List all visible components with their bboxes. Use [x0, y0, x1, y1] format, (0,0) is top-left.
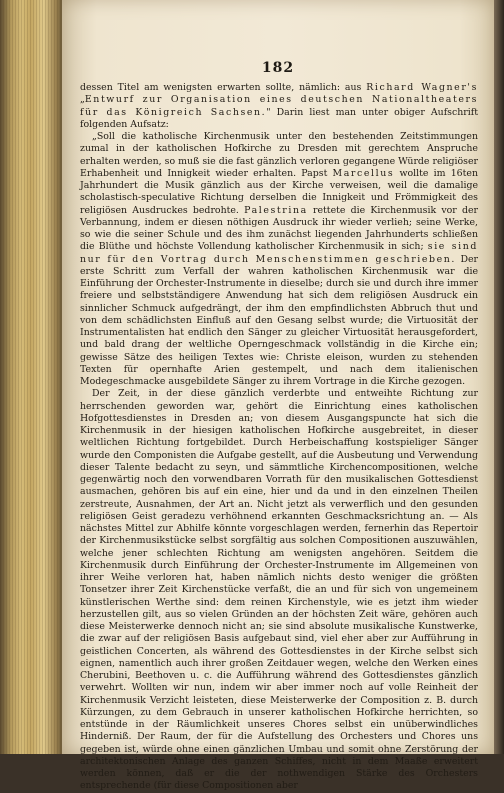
text-segment: „	[80, 94, 85, 106]
paragraph	[80, 82, 478, 131]
page-number: 182	[261, 60, 295, 76]
emphasized-text: Entwurf zur Organisation eines deutschen Nationaltheaters für das Königreich Sachsen.	[80, 94, 478, 118]
text-segment: „Soll die katholische Kirchenmusik unter den bestehenden Zeitstimmungen zumal in der katholischen Hofkirche zu Dresden mit gerechtem Anspruche erhalten werden, so muß sie die fast gänzlich verloren gegangene Würde religiöser Erhabenheit und Innigkeit wieder erhalten. Papst	[80, 131, 478, 179]
paragraph	[80, 388, 478, 792]
emphasized-text: Marcellus	[332, 167, 395, 179]
book-page-edges	[0, 0, 62, 754]
text-segment: rettete die Kirchenmusik vor der Verbannung, indem er diesen nöthigen Ausdruck ihr wieder verlieh; seine Werke, so wie die seiner Schule und des ihm zunächst liegenden Jahrhunderts schließen die Blüthe und höchste Vollendung katholischer Kirchenmusik in sich;	[80, 204, 478, 253]
text-segment: " Darin liest man unter obiger Aufschrift folgenden Aufsatz:	[80, 106, 478, 130]
page-body-text	[80, 82, 478, 793]
emphasized-text: Richard Wagner's	[366, 82, 478, 93]
text-segment: wollte im 16ten Jahrhundert die Musik gänzlich aus der Kirche verweisen, weil die damalige scholastisch-speculative Richtung derselben die Innigkeit und Frömmigkeit des religiösen Ausdruckes bedrohte.	[80, 167, 478, 216]
text-segment: dessen Titel am wenigsten erwarten sollte, nämlich: aus	[80, 82, 367, 93]
book-page	[62, 0, 494, 792]
paragraph	[80, 131, 478, 388]
emphasized-text: Palestrina	[244, 204, 308, 216]
text-segment: Der Zeit, in der diese gänzlich verderbte und entweihte Richtung zur herrschenden geworden war, gehört die Einrichtung eines katholischen Hofgottesdienstes in Dresden an; von diesem Ausgangspuncte hat sich die Kirchenmusik in der hiesigen katholischen Hofkirche ausgebreitet, in dieser weltlichen Richtung fortgebildet. Durch Herbeischaffung kostspieliger Sänger wurde den Componisten die Aufgabe gestellt, auf die Ausbeutung und Verwendung dieser Talente bedacht zu seyn, und sämmtliche Kirchencompositionen, welche gegenwärtig noch den vorwendbaren Vorrath für den musikalischen Gottesdienst ausmachen, gehören bis auf ein eine, hier und da und in den einzelnen Theilen zerstreute, Ausnahmen, der Art an. Nicht jetzt als verwerflich und den gesunden religiösen Geist geradezu verhöhnend erkannten Geschmacksrichtung an. — Als nächstes Mittel zur Abhilfe könnte vorgeschlagen werden, fernerhin das Repertoir der Kirchenmusikstücke selbst sorgfältig aus solchen Compositionen auszuwählen, welche jener schlechten Richtung am wenigsten angehören. Seitdem die Kirchenmusik durch Einführung der Orchester-Instrumente im Allgemeinen von ihrer Weihe verloren hat, haben nämlich nichts desto weniger die größten Tonsetzer ihrer Zeit Kirchenstücke verfaßt, die an und für sich von ungemeinem künstlerischen Werthe sind: dem reinen Kirchenstyle, wie es jetzt ihm wieder herzustellen gilt, aus so vielen Gründen an der höchsten Zeit wäre, gehören auch diese Meisterwerke dennoch nicht an; sie sind absolute musikalische Kunstwerke, die zwar auf der religiösen Basis aufgebaut sind, viel eher aber zur Aufführung in geistlichen Concerten, als während des Gottesdienstes in der Kirche selbst sich eignen, namentlich auch ihrer großen Zeitdauer wegen, welche den Werken eines Cherubini, Beethoven u. c. die Aufführung während des Gottesdienstes gänzlich verwehrt. Wollten wir nun, indem wir aber immer noch auf volle Reinheit der Kirchenmusik Verzicht leisteten, diese Meisterwerke der Composition z. B. durch Kürzungen, zu dem Gebrauch in unserer katholischen Hofkirche herrichten, so entstünde in der Räumlichkeit unseres Chores selbst ein unüberwindliches Hinderniß. Der Raum, der für die Aufstellung des Orchesters und Chores uns gegeben ist, würde ohne einen gänzlichen Umbau und somit ohne Zerstörung der architektonischen Anlage des ganzen Schiffes, nicht in dem Maaße erweitert werden können, daß er die der nothwendigen Stärke des Orchesters entsprechende (für diese Compositionen aber	[80, 388, 478, 792]
emphasized-text: sie sind nur für den Vortrag durch Menschenstimmen geschrieben.	[80, 241, 478, 265]
text-segment: Der erste Schritt zum Verfall der wahren katholischen Kirchenmusik war die Einführung der Orchester-Instrumente in dieselbe; durch sie und durch ihre immer freiere und selbstständigere Anwendung hat sich dem religiösen Ausdruck ein sinnlicher Schmuck aufgedrängt, der ihm den empfindlichsten Abbruch thut und von dem schädlichsten Einfluß auf den Gesang selbst wurde; die Virtuosität der Instrumentalisten hat endlich den Sänger zu gleicher Virtuosität herausgefordert, und bald drang der weltliche Operngeschmack vollständig in die Kirche ein; gewisse Sätze des heiligen Textes wie: Christe eleison, wurden zu stehenden Texten für opernhafte Arien gestempelt, und nach dem italienischen Modegeschmacke ausgebildete Sänger zu ihrem Vortrage in die Kirche gezogen.	[80, 253, 478, 387]
book-right-shadow	[494, 0, 504, 754]
